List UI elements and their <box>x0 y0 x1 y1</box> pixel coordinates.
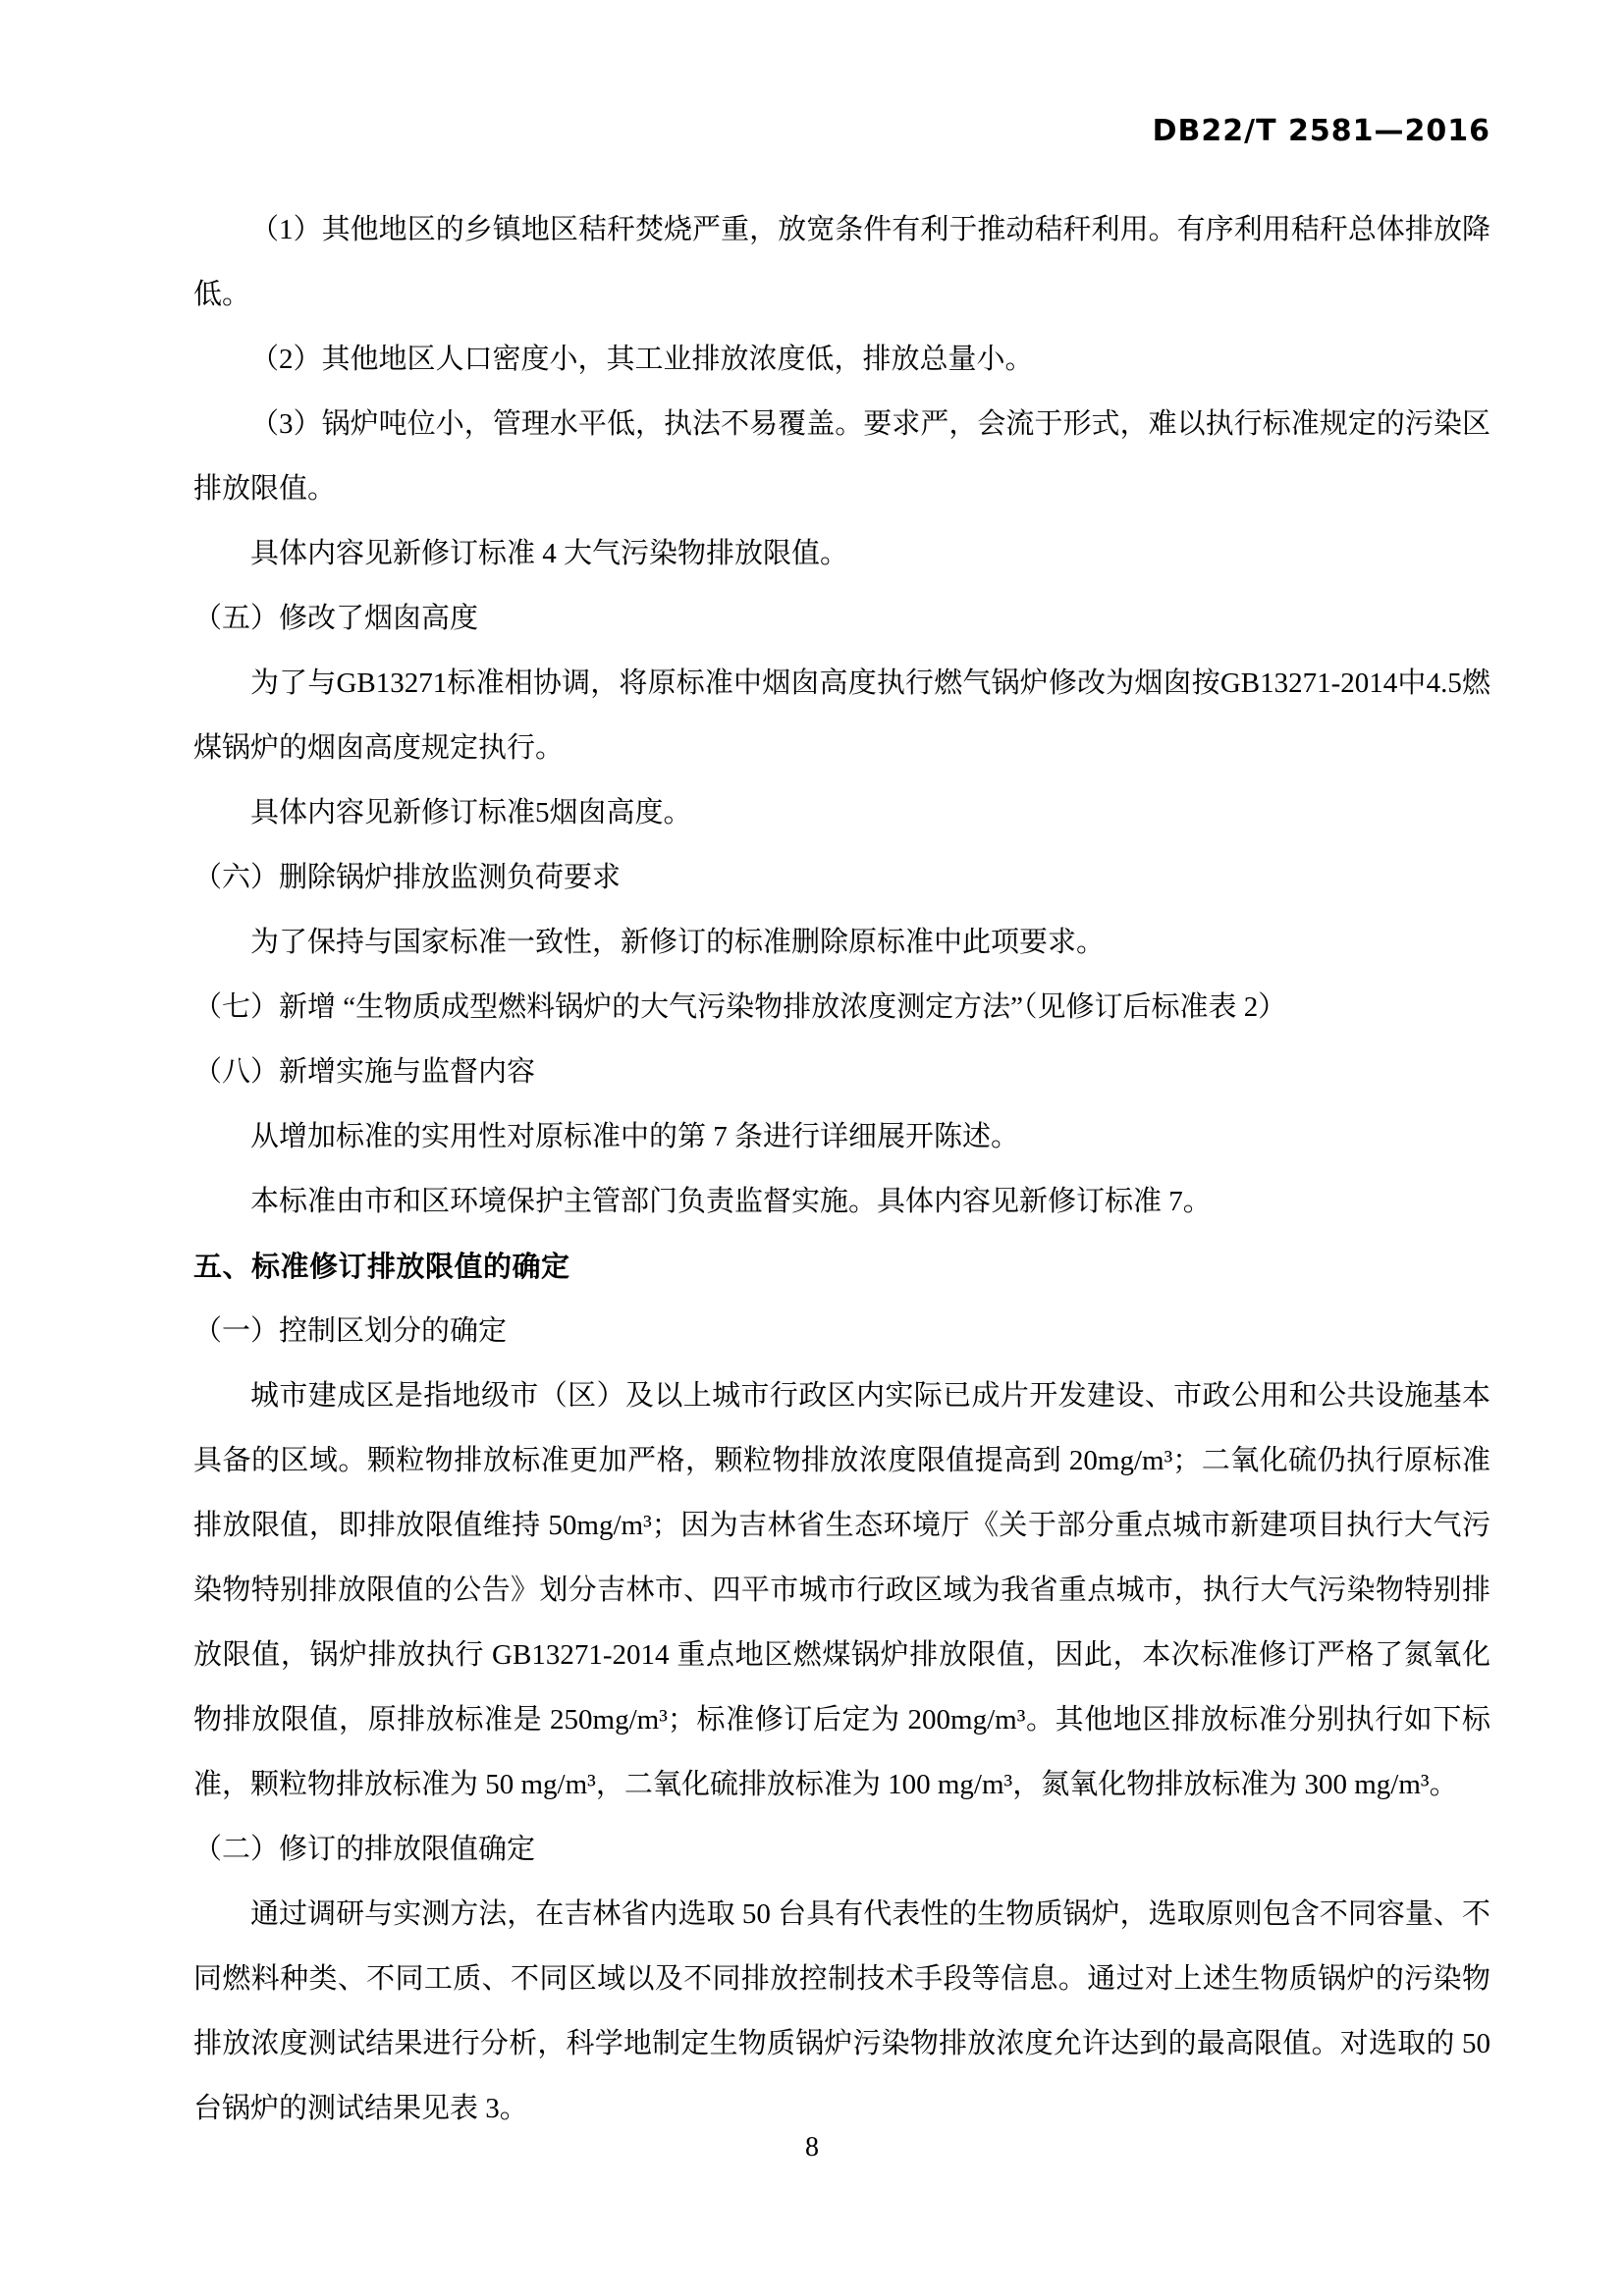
page-number: 8 <box>805 2132 819 2163</box>
paragraph-supervision: 本标准由市和区环境保护主管部门负责监督实施。具体内容见新修订标准 7。 <box>250 1186 1212 1217</box>
subsection-heading-ba: （八）新增实施与监督内容 <box>193 1056 536 1088</box>
paragraph-control-zone: 城市建成区是指地级市（区）及以上城市行政区内实际已成片开发建设、市政公用和公共设施基本具备的区域。颗粒物排放标准更加严格，颗粒物排放浓度限值提高到 20mg/m³；二氧化硫仍执行原标准排放限值，即排放限值维持 50mg/m³；因为吉林省生态环境厅《关于部分重点城市新建项目执行大气污染物特别排放限值的公告》划分吉林市、四平市城市行政区域为我省重点城市，执行大气污染物特别排放限值，锅炉排放执行 GB13271-2014 重点地区燃煤锅炉排放限值，因此，本次标准修订严格了氮氧化物排放限值，原排放标准是 250mg/m³；标准修订后定为 200mg/m³。其他地区排放标准分别执行如下标准，颗粒物排放标准为 50 mg/m³，二氧化硫排放标准为 100 mg/m³，氮氧化物排放标准为 300 mg/m³。 <box>193 1380 1490 1800</box>
paragraph-item-1: （1）其他地区的乡镇地区秸秆焚烧严重，放宽条件有利于推动秸秆利用。有序利用秸秆总体排放降低。 <box>193 214 1490 310</box>
paragraph-item-3: （3）锅炉吨位小，管理水平低，执法不易覆盖。要求严，会流于形式，难以执行标准规定的污染区排放限值。 <box>193 408 1490 505</box>
paragraph-national-consistency: 为了保持与国家标准一致性，新修订的标准删除原标准中此项要求。 <box>250 927 1106 958</box>
subsection-heading-yi: （一）控制区划分的确定 <box>193 1315 508 1347</box>
paragraph-limit-determination: 通过调研与实测方法，在吉林省内选取 50 台具有代表性的生物质锅炉，选取原则包含不同容量、不同燃料种类、不同工质、不同区域以及不同排放控制技术手段等信息。通过对上述生物质锅炉的污染物排放浓度测试结果进行分析，科学地制定生物质锅炉污染物排放浓度允许达到的最高限值。对选取的 50 台锅炉的测试结果见表 3。 <box>193 1898 1490 2124</box>
paragraph-article-7-expansion: 从增加标准的实用性对原标准中的第 7 条进行详细展开陈述。 <box>250 1121 1020 1152</box>
subsection-heading-liu: （六）删除锅炉排放监测负荷要求 <box>193 862 622 893</box>
paragraph-see-standard-4: 具体内容见新修订标准 4 大气污染物排放限值。 <box>250 538 849 569</box>
subsection-heading-qi: （七）新增 “生物质成型燃料锅炉的大气污染物排放浓度测定方法”（见修订后标准表 2） <box>193 991 1287 1023</box>
standard-code-header: DB22/T 2581—2016 <box>1152 114 1490 148</box>
document-body <box>193 197 1490 2141</box>
section-heading-five: 五、标准修订排放限值的确定 <box>193 1250 570 1283</box>
subsection-heading-er: （二）修订的排放限值确定 <box>193 1834 536 1865</box>
paragraph-item-2: （2）其他地区人口密度小，其工业排放浓度低，排放总量小。 <box>250 344 1034 375</box>
paragraph-see-standard-5: 具体内容见新修订标准5烟囱高度。 <box>250 797 692 828</box>
subsection-heading-wu: （五）修改了烟囱高度 <box>193 603 479 634</box>
paragraph-chimney-height: 为了与GB13271标准相协调，将原标准中烟囱高度执行燃气锅炉修改为烟囱按GB13271-2014中4.5燃煤锅炉的烟囱高度规定执行。 <box>193 667 1490 764</box>
